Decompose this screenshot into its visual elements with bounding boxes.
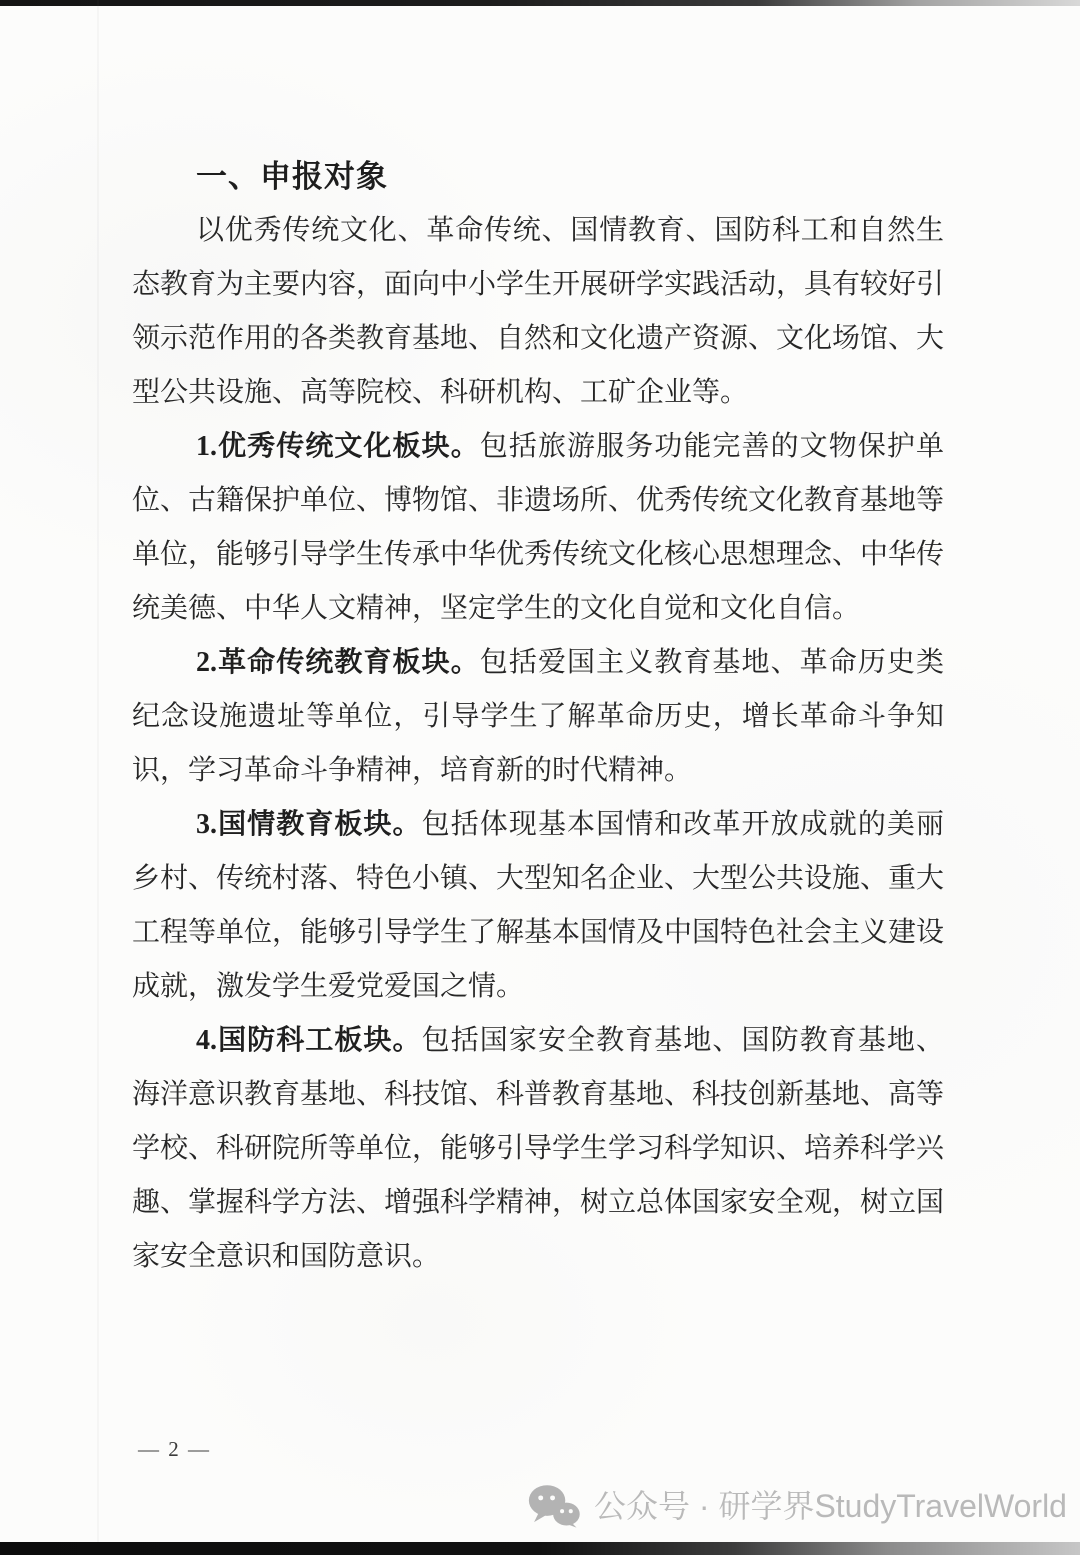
paragraph-text: 以优秀传统文化、革命传统、国情教育、国防科工和自然生态教育为主要内容，面向中小学生开展研学实践活动，具有较好引领示范作用的各类教育基地、自然和文化遗产资源、文化场馆、大型公共设施、高等院校、科研机构、工矿企业等。: [132, 215, 945, 408]
watermark-text: 公众号 · 研学界StudyTravelWorld: [594, 1488, 1067, 1524]
paragraph-culture: [132, 420, 944, 636]
paragraph-text: 包括爱国主义教育基地、革命历史类纪念设施遗址等单位，引导学生了解革命历史，增长革命斗争知识，学习革命斗争精神，培育新的时代精神。: [132, 647, 944, 786]
paragraph-defense-science: [132, 1014, 944, 1284]
paragraph-intro: [132, 204, 944, 420]
paragraph-text: 包括体现基本国情和改革开放成就的美丽乡村、传统村落、特色小镇、大型知名企业、大型公共设施、重大工程等单位，能够引导学生了解基本国情及中国特色社会主义建设成就，激发学生爱党爱国之情。: [132, 809, 945, 1002]
paragraph-text: 包括旅游服务功能完善的文物保护单位、古籍保护单位、博物馆、非遗场所、优秀传统文化教育基地等单位，能够引导学生传承中华优秀传统文化核心思想理念、中华传统美德、中华人文精神，坚定学生的文化自觉和文化自信。: [132, 431, 945, 624]
paragraph-label: 3.国情教育板块。: [196, 809, 422, 840]
section-heading: 一、申报对象: [196, 159, 388, 194]
paragraph-label: 4.国防科工板块。: [196, 1025, 422, 1056]
scan-edge-top: [0, 0, 1080, 6]
scan-edge-bottom: [0, 1542, 1080, 1555]
paragraph-label: 1.优秀传统文化板块。: [196, 431, 480, 462]
paragraph-revolution: [132, 636, 944, 798]
paragraph-text: 包括国家安全教育基地、国防教育基地、海洋意识教育基地、科技馆、科普教育基地、科技创新基地、高等学校、科研院所等单位，能够引导学生学习科学知识、培养科学兴趣、掌握科学方法、增强科学精神，树立总体国家安全观，树立国家安全意识和国防意识。: [132, 1025, 945, 1272]
document-content: [132, 150, 944, 1284]
watermark: [528, 1484, 1067, 1528]
wechat-icon: [528, 1484, 580, 1528]
scan-line-artifact: [97, 0, 99, 1555]
paragraph-label: 2.革命传统教育板块。: [196, 647, 480, 678]
page-number: — 2 —: [138, 1437, 211, 1461]
paragraph-national-conditions: [132, 798, 944, 1014]
